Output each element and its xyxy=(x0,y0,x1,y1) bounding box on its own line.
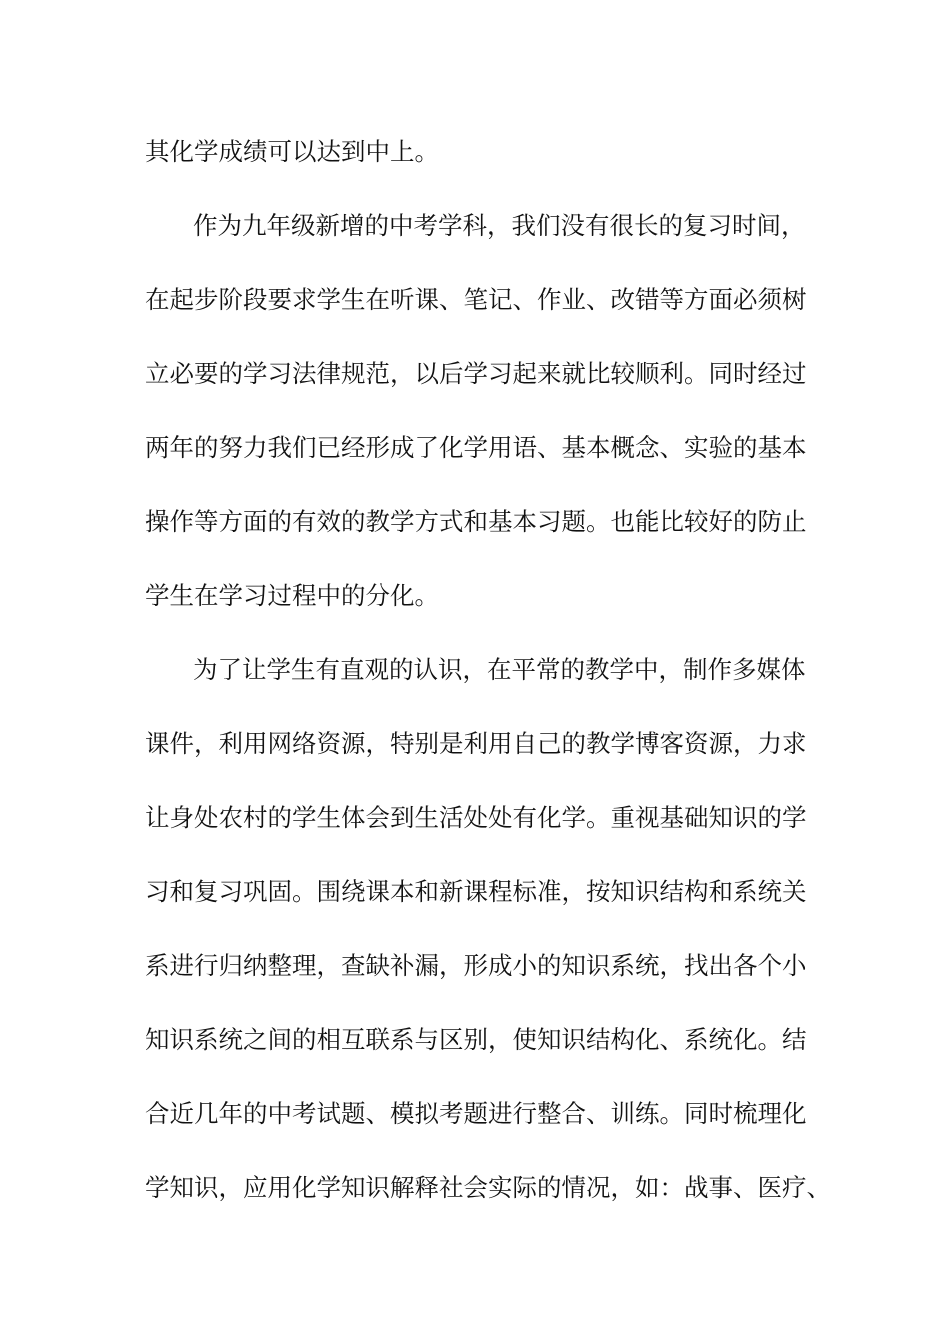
text-line: 其化学成绩可以达到中上。 xyxy=(145,137,439,166)
text-line: 操作等方面的有效的教学方式和基本习题。也能比较好的防止 xyxy=(145,507,807,536)
text-line: 在起步阶段要求学生在听课、笔记、作业、改错等方面必须树 xyxy=(145,285,807,314)
paragraph-first-line: 为了让学生有直观的认识，在平常的教学中，制作多媒体 xyxy=(193,655,806,684)
text-line: 学生在学习过程中的分化。 xyxy=(145,581,439,610)
text-line: 习和复习巩固。围绕课本和新课程标准，按知识结构和系统关 xyxy=(145,877,807,906)
text-line: 让身处农村的学生体会到生活处处有化学。重视基础知识的学 xyxy=(145,803,807,832)
text-line: 两年的努力我们已经形成了化学用语、基本概念、实验的基本 xyxy=(145,433,807,462)
paragraph-first-line: 作为九年级新增的中考学科，我们没有很长的复习时间， xyxy=(193,211,806,240)
text-line: 知识系统之间的相互联系与区别，使知识结构化、系统化。结 xyxy=(145,1025,807,1054)
text-line: 合近几年的中考试题、模拟考题进行整合、训练。同时梳理化 xyxy=(145,1099,807,1128)
text-line: 课件，利用网络资源，特别是利用自己的教学博客资源，力求 xyxy=(145,729,807,758)
text-line: 学知识，应用化学知识解释社会实际的情况，如：战事、医疗、 xyxy=(145,1173,831,1202)
text-line: 系进行归纳整理，查缺补漏，形成小的知识系统，找出各个小 xyxy=(145,951,807,980)
text-line: 立必要的学习法律规范，以后学习起来就比较顺利。同时经过 xyxy=(145,359,807,388)
